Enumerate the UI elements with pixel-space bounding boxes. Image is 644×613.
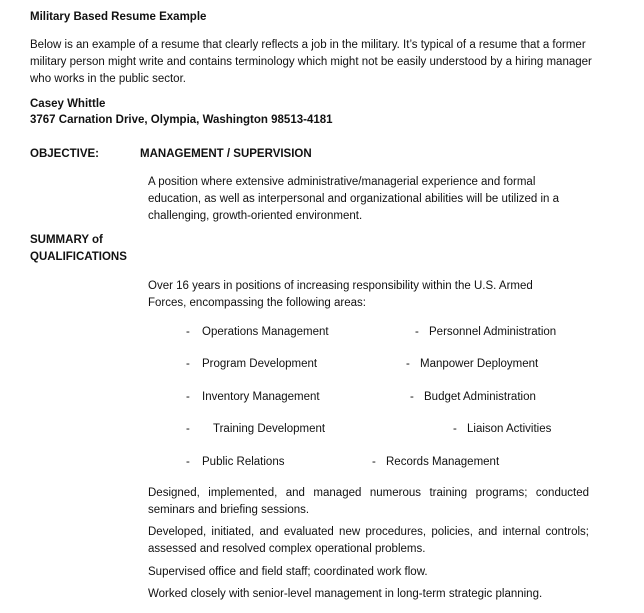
list-bullet: -: [410, 391, 414, 403]
list-bullet: -: [406, 358, 410, 370]
achievement-paragraph: Worked closely with senior-level management in long-term strategic planning.: [148, 588, 543, 600]
candidate-address: 3767 Carnation Drive, Olympia, Washington 98513-4181: [30, 114, 333, 126]
list-bullet: -: [186, 358, 190, 370]
list-bullet: -: [186, 391, 190, 403]
objective-label: OBJECTIVE:: [30, 148, 100, 160]
area-item-right: Records Management: [386, 456, 500, 468]
achievement-paragraph: Developed, initiated, and evaluated new procedures, policies, and internal controls; assessed and resolved complex operational problems.: [148, 526, 589, 555]
achievement-paragraph: Designed, implemented, and managed numerous training programs; conducted seminars and briefing sessions.: [148, 487, 589, 516]
candidate-name: Casey Whittle: [30, 98, 106, 110]
list-bullet: -: [186, 326, 190, 338]
area-item-left: Training Development: [213, 423, 326, 435]
area-item-right: Budget Administration: [424, 391, 536, 403]
summary-label-line2: QUALIFICATIONS: [30, 251, 127, 263]
area-item-left: Operations Management: [202, 326, 329, 338]
list-bullet: -: [453, 423, 457, 435]
area-item-right: Personnel Administration: [429, 326, 557, 338]
list-bullet: -: [186, 423, 190, 435]
area-item-right: Liaison Activities: [467, 423, 552, 435]
area-item-left: Public Relations: [202, 456, 285, 468]
list-bullet: -: [186, 456, 190, 468]
summary-intro: Over 16 years in positions of increasing responsibility within the U.S. Armed Forces, encompassing the following areas:: [148, 280, 533, 309]
area-item-right: Manpower Deployment: [420, 358, 539, 370]
area-item-left: Inventory Management: [202, 391, 320, 403]
document-title: Military Based Resume Example: [30, 11, 207, 23]
intro-paragraph: Below is an example of a resume that clearly reflects a job in the military. It’s typical of a resume that a former military person might write and contains terminology which might not be easily understood by a hiring manager who works in the public sector.: [30, 39, 592, 85]
achievement-paragraph: Supervised office and field staff; coordinated work flow.: [148, 566, 428, 578]
list-bullet: -: [415, 326, 419, 338]
summary-label-line1: SUMMARY of: [30, 234, 103, 246]
objective-heading: MANAGEMENT / SUPERVISION: [140, 148, 312, 160]
list-bullet: -: [372, 456, 376, 468]
area-item-left: Program Development: [202, 358, 318, 370]
objective-text: A position where extensive administrative/managerial experience and formal education, as well as interpersonal and organizational abilities will be utilized in a challenging, growth-oriented environment.: [148, 176, 560, 222]
